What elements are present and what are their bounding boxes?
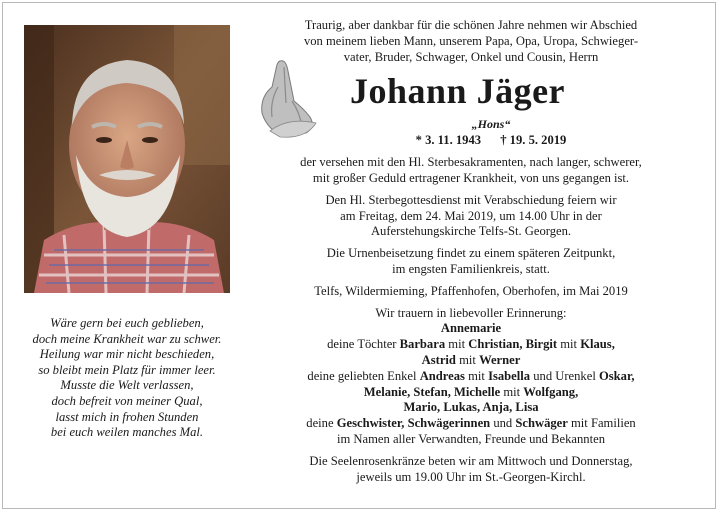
poem-line: Musste die Welt verlassen, [60,378,194,393]
text-fragment: mit Familien [571,416,636,431]
place-date: Telfs, Wildermieming, Pfaffenhofen, Oberhofen, im Mai 2019 [314,283,628,298]
poem-line: Wäre gern bei euch geblieben, [50,316,204,330]
memorial-poem [14,316,240,441]
text-line: der versehen mit den Hl. Sterbesakramenten, nach langer, schwerer, [300,155,642,170]
poem-line: doch meine Krankheit war zu schwer. [32,331,222,346]
text-line: Auferstehungskirche Telfs-St. Georgen. [370,224,572,239]
death-date: † 19. 5. 2019 [500,133,567,148]
name-row [240,71,702,117]
text-fragment: und [493,416,513,431]
intro-line: von meinem lieben Mann, unserem Papa, Opa, Uropa, Schwieger- [303,33,639,48]
mourner-name: Klaus, [580,337,615,352]
portrait-photo [24,25,230,293]
mourner-name: Melanie, Stefan, Michelle [363,384,501,399]
mourners [240,306,702,448]
nickname: „Hons“ [471,117,511,132]
poem-line: lasst mich in frohen Stunden [55,409,199,424]
text-fragment: deine Töchter [327,337,397,352]
text-fragment: mit [468,368,485,383]
text-line: Den Hl. Sterbegottesdienst mit Verabschiedung feiern wir [325,192,617,207]
text-line: am Freitag, dem 24. Mai 2019, um 14.00 Uhr in der [340,208,602,223]
mourners-heading: Wir trauern in liebevoller Erinnerung: [375,305,567,320]
text-line: im Namen aller Verwandten, Freunde und Bekannten [336,431,605,446]
text-fragment: deine geliebten Enkel [307,368,417,383]
mourner-name: Annemarie [440,321,502,336]
text-line: Die Urnenbeisetzung findet zu einem späteren Zeitpunkt, [326,246,616,261]
text-line: mit großer Geduld ertragener Krankheit, von uns gegangen ist. [312,170,630,185]
obituary-text [240,14,702,485]
service-info [240,193,702,240]
mourner-name: Schwäger [515,416,568,431]
life-dates [280,133,702,149]
birth-date: * 3. 11. 1943 [415,133,482,148]
rosary-info [240,454,702,486]
mourner-name: Astrid [421,352,456,367]
poem-line: bei euch weilen manches Mal. [50,425,204,440]
text-line: Die Seelenrosenkränze beten wir am Mittwoch und Donnerstag, [309,453,633,468]
text-fragment: mit [560,337,578,352]
poem-line: Heilung war mir nicht beschieden, [39,347,215,362]
mourner-name: Wolfgang, [523,384,579,399]
text-fragment: deine [306,416,334,431]
intro-line: vater, Bruder, Schwager, Onkel und Cousin, Herrn [343,49,599,64]
text-fragment: mit [503,384,521,399]
text-fragment: mit [459,352,476,367]
praying-hands-icon [250,57,324,139]
text-line: im engsten Familienkreis, statt. [392,261,550,276]
poem-line: doch befreit von meiner Qual, [51,393,203,408]
mourner-name: Werner [479,352,521,367]
death-notice [240,155,702,187]
text-fragment: und Urenkel [533,368,596,383]
intro-line: Traurig, aber dankbar für die schönen Jahre nehmen wir Abschied [304,18,638,32]
text-line: jeweils um 19.00 Uhr im St.-Georgen-Kirchl. [356,469,586,484]
mourner-name: Oskar, [598,368,635,383]
deceased-name: Johann Jäger [350,71,566,112]
mourner-name: Christian, Birgit [468,337,558,352]
mourner-name: Andreas [419,368,465,383]
mourner-name: Barbara [399,337,446,352]
urn-info [240,246,702,278]
mourner-name: Isabella [488,368,531,383]
text-fragment: mit [448,337,466,352]
mourner-name: Mario, Lukas, Anja, Lisa [403,400,539,415]
poem-line: so bleibt mein Platz für immer leer. [38,362,216,377]
mourner-name: Geschwister, Schwägerinnen [336,416,491,431]
